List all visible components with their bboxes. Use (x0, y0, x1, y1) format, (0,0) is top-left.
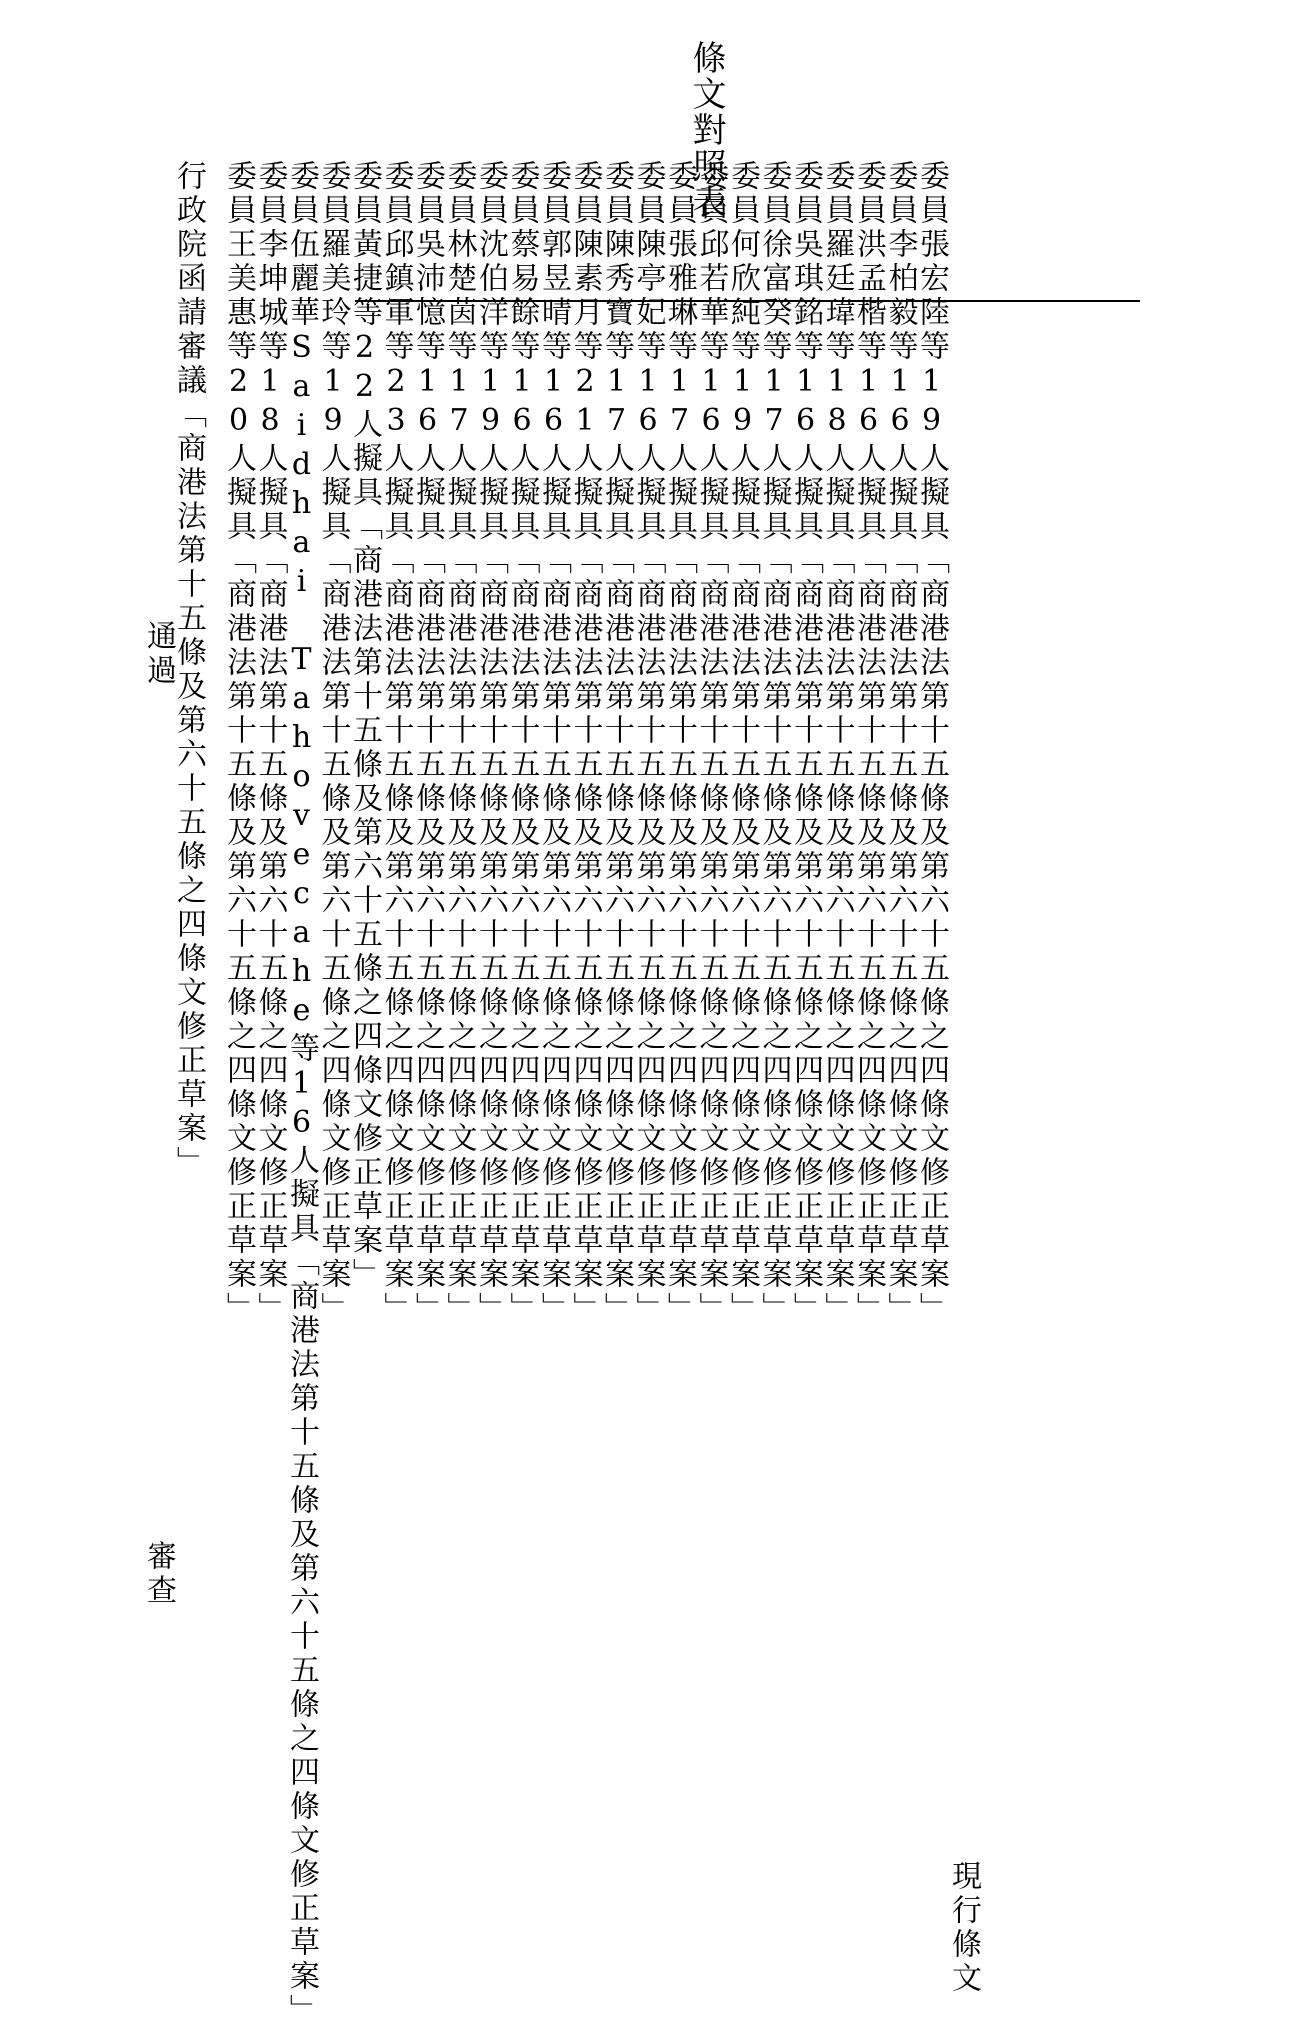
proposal-row: 委員陳亭妃等16人擬具「商港法第十五條及第六十五條之四條文修正草案」 (630, 160, 666, 1326)
proposal-row: 委員羅美玲等19人擬具「商港法第十五條及第六十五條之四條文修正草案」 (315, 160, 351, 1326)
proposal-row: 委員邱若華等16人擬具「商港法第十五條及第六十五條之四條文修正草案」 (693, 160, 729, 1326)
proposal-row: 委員張雅琳等17人擬具「商港法第十五條及第六十五條之四條文修正草案」 (662, 160, 697, 1326)
proposal-row: 委員張宏陸等19人擬具「商港法第十五條及第六十五條之四條文修正草案」 (914, 160, 949, 1326)
proposal-row: 委員郭昱晴等16人擬具「商港法第十五條及第六十五條之四條文修正草案」 (536, 160, 571, 1326)
side-title: 條文對照表 (686, 40, 726, 220)
proposal-row: 委員洪孟楷等16人擬具「商港法第十五條及第六十五條之四條文修正草案」 (851, 160, 886, 1326)
header-note: 通過 (141, 620, 176, 688)
proposal-row: 委員沈伯洋等19人擬具「商港法第十五條及第六十五條之四條文修正草案」 (473, 160, 508, 1326)
proposal-row: 委員伍麗華Saidhai Tahovecahe等16人擬具「商港法第十五條及第六十五條之四條文修正草案」 (284, 160, 319, 2028)
proposal-row: 委員徐富癸等17人擬具「商港法第十五條及第六十五條之四條文修正草案」 (756, 160, 792, 1326)
header-title: 行政院函請審議「商港法第十五條及第六十五條之四條文修正草案」 (171, 160, 206, 1180)
proposal-row: 委員王美惠等20人擬具「商港法第十五條及第六十五條之四條文修正草案」 (221, 160, 256, 1326)
footer-current-text: 現行條文 (946, 1860, 981, 1996)
proposal-row: 委員邱鎮軍等23人擬具「商港法第十五條及第六十五條之四條文修正草案」 (378, 160, 414, 1326)
proposal-row: 委員蔡易餘等16人擬具「商港法第十五條及第六十五條之四條文修正草案」 (504, 160, 540, 1326)
proposal-row: 委員羅廷瑋等18人擬具「商港法第十五條及第六十五條之四條文修正草案」 (819, 160, 855, 1326)
proposal-row: 委員李柏毅等16人擬具「商港法第十五條及第六十五條之四條文修正草案」 (882, 160, 918, 1326)
proposal-row: 委員何欣純等19人擬具「商港法第十五條及第六十五條之四條文修正草案」 (725, 160, 760, 1326)
proposal-row: 委員李坤城等18人擬具「商港法第十五條及第六十五條之四條文修正草案」 (252, 160, 288, 1326)
proposal-row: 委員林楚茵等17人擬具「商港法第十五條及第六十五條之四條文修正草案」 (441, 160, 477, 1326)
proposal-row: 委員黃捷等22人擬具「商港法第十五條及第六十五條之四條文修正草案」 (347, 160, 382, 1292)
proposal-row: 委員陳秀寶等17人擬具「商港法第十五條及第六十五條之四條文修正草案」 (599, 160, 634, 1326)
proposal-row: 委員吳琪銘等16人擬具「商港法第十五條及第六十五條之四條文修正草案」 (788, 160, 823, 1326)
header-review: 審查 (141, 1540, 176, 1608)
proposal-row: 委員吳沛憶等16人擬具「商港法第十五條及第六十五條之四條文修正草案」 (410, 160, 445, 1326)
proposal-row: 委員陳素月等21人擬具「商港法第十五條及第六十五條之四條文修正草案」 (567, 160, 603, 1326)
